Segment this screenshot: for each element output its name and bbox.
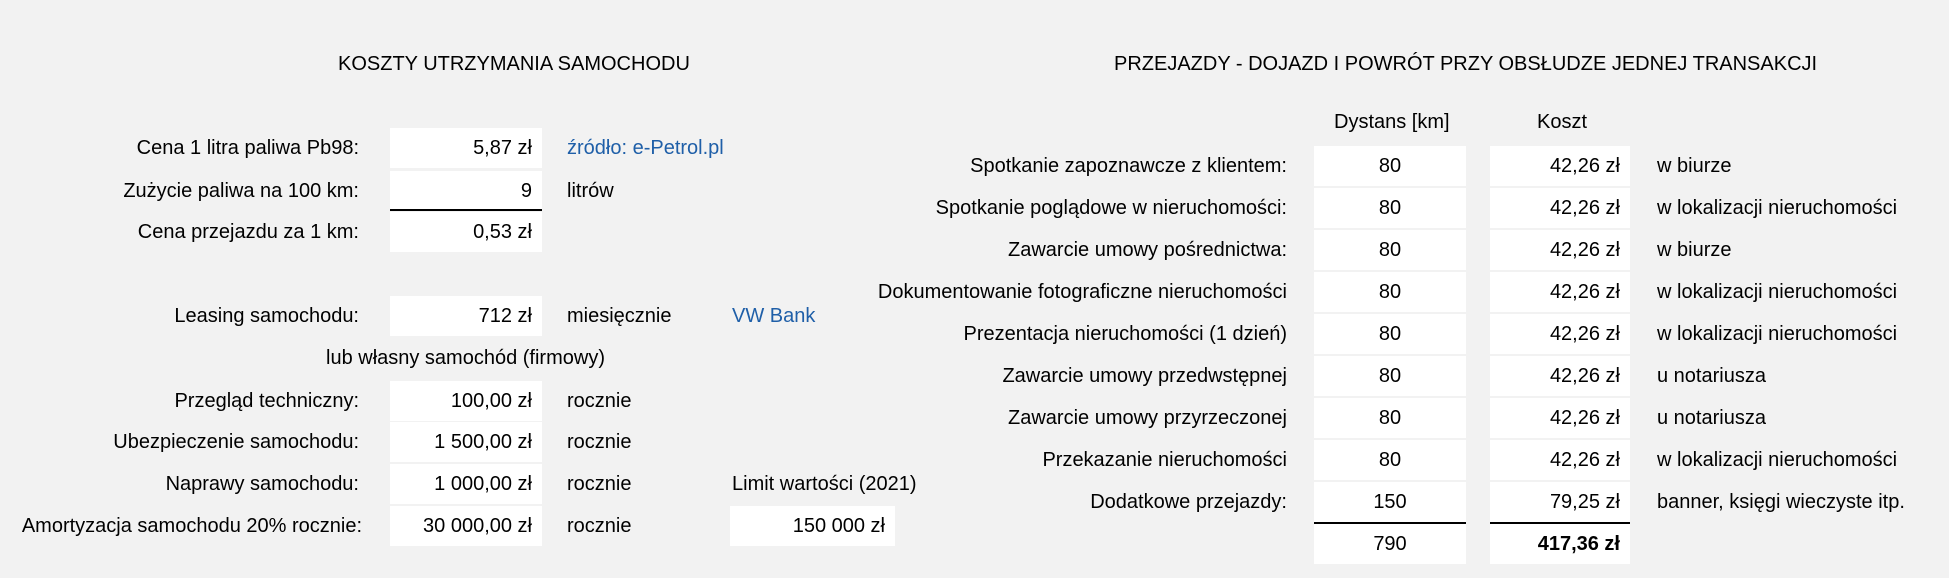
cost-per-km-cell[interactable]: 0,53 zł bbox=[390, 212, 542, 252]
trip-cost-cell[interactable]: 42,26 zł bbox=[1490, 230, 1630, 270]
value-limit-cell[interactable]: 150 000 zł bbox=[730, 506, 895, 546]
trip-cost-cell[interactable]: 42,26 zł bbox=[1490, 146, 1630, 186]
repairs-cell[interactable]: 1 000,00 zł bbox=[390, 464, 542, 504]
trip-label: Dodatkowe przejazdy: bbox=[1090, 491, 1287, 513]
trip-place: banner, księgi wieczyste itp. bbox=[1657, 491, 1905, 513]
value-limit-label: Limit wartości (2021) bbox=[732, 473, 917, 495]
insurance-label: Ubezpieczenie samochodu: bbox=[113, 431, 359, 453]
trip-cost-cell[interactable]: 42,26 zł bbox=[1490, 314, 1630, 354]
fuel-consumption-cell[interactable]: 9 bbox=[390, 171, 542, 211]
trip-distance-cell[interactable]: 80 bbox=[1314, 356, 1466, 396]
insurance-cell[interactable]: 1 500,00 zł bbox=[390, 422, 542, 462]
trip-cost-cell[interactable]: 42,26 zł bbox=[1490, 188, 1630, 228]
fuel-consumption-unit: litrów bbox=[567, 180, 614, 202]
trip-place: u notariusza bbox=[1657, 407, 1766, 429]
trip-place: u notariusza bbox=[1657, 365, 1766, 387]
repairs-period: rocznie bbox=[567, 473, 632, 495]
trip-cost-cell[interactable]: 79,25 zł bbox=[1490, 482, 1630, 522]
cost-per-km-label: Cena przejazdu za 1 km: bbox=[137, 221, 359, 243]
left-section-title: KOSZTY UTRZYMANIA SAMOCHODU bbox=[338, 53, 690, 75]
leasing-cell[interactable]: 712 zł bbox=[390, 296, 542, 336]
fuel-consumption-label: Zużycie paliwa na 100 km: bbox=[123, 180, 359, 202]
trip-place: w lokalizacji nieruchomości bbox=[1657, 449, 1898, 471]
trip-label: Dokumentowanie fotograficzne nieruchomości bbox=[877, 281, 1287, 303]
leasing-period: miesięcznie bbox=[567, 305, 672, 327]
fuel-price-label: Cena 1 litra paliwa Pb98: bbox=[136, 137, 359, 159]
total-distance-cell[interactable]: 790 bbox=[1314, 522, 1466, 564]
trip-distance-cell[interactable]: 80 bbox=[1314, 146, 1466, 186]
trip-cost-cell[interactable]: 42,26 zł bbox=[1490, 356, 1630, 396]
column-header-cost: Koszt bbox=[1537, 111, 1588, 133]
inspection-cell[interactable]: 100,00 zł bbox=[390, 381, 542, 421]
trip-distance-cell[interactable]: 80 bbox=[1314, 230, 1466, 270]
trip-label: Spotkanie poglądowe w nieruchomości: bbox=[935, 197, 1287, 219]
trip-place: w lokalizacji nieruchomości bbox=[1657, 281, 1898, 303]
trip-label: Spotkanie zapoznawcze z klientem: bbox=[970, 155, 1287, 177]
trip-place: w biurze bbox=[1657, 155, 1732, 177]
depreciation-label: Amortyzacja samochodu 20% rocznie: bbox=[21, 515, 362, 537]
repairs-label: Naprawy samochodu: bbox=[165, 473, 359, 495]
trip-distance-cell[interactable]: 150 bbox=[1314, 482, 1466, 522]
fuel-source-link[interactable]: źródło: e-Petrol.pl bbox=[567, 137, 724, 159]
right-section-title: PRZEJAZDY - DOJAZD I POWRÓT PRZY OBSŁUDZE JEDNEJ TRANSAKCJI bbox=[1114, 53, 1818, 75]
leasing-label: Leasing samochodu: bbox=[174, 305, 359, 327]
trip-distance-cell[interactable]: 80 bbox=[1314, 188, 1466, 228]
trip-cost-cell[interactable]: 42,26 zł bbox=[1490, 440, 1630, 480]
trip-place: w lokalizacji nieruchomości bbox=[1657, 323, 1898, 345]
trip-label: Przekazanie nieruchomości bbox=[1042, 449, 1287, 471]
inspection-label: Przegląd techniczny: bbox=[174, 390, 359, 412]
insurance-period: rocznie bbox=[567, 431, 632, 453]
trip-cost-cell[interactable]: 42,26 zł bbox=[1490, 398, 1630, 438]
trip-label: Zawarcie umowy przedwstępnej bbox=[1002, 365, 1287, 387]
trip-distance-cell[interactable]: 80 bbox=[1314, 440, 1466, 480]
depreciation-cell[interactable]: 30 000,00 zł bbox=[390, 506, 542, 546]
fuel-price-cell[interactable]: 5,87 zł bbox=[390, 128, 542, 168]
trip-distance-cell[interactable]: 80 bbox=[1314, 272, 1466, 312]
trip-distance-cell[interactable]: 80 bbox=[1314, 398, 1466, 438]
total-cost-cell[interactable]: 417,36 zł bbox=[1490, 522, 1630, 564]
trip-distance-cell[interactable]: 80 bbox=[1314, 314, 1466, 354]
depreciation-period: rocznie bbox=[567, 515, 632, 537]
leasing-link[interactable]: VW Bank bbox=[732, 305, 816, 327]
trip-cost-cell[interactable]: 42,26 zł bbox=[1490, 272, 1630, 312]
inspection-period: rocznie bbox=[567, 390, 632, 412]
own-car-note: lub własny samochód (firmowy) bbox=[326, 347, 605, 369]
column-header-distance: Dystans [km] bbox=[1334, 111, 1450, 133]
trip-label: Zawarcie umowy pośrednictwa: bbox=[1008, 239, 1287, 261]
trip-label: Prezentacja nieruchomości (1 dzień) bbox=[963, 323, 1287, 345]
trip-place: w lokalizacji nieruchomości bbox=[1657, 197, 1898, 219]
trip-place: w biurze bbox=[1657, 239, 1732, 261]
trip-label: Zawarcie umowy przyrzeczonej bbox=[1008, 407, 1287, 429]
